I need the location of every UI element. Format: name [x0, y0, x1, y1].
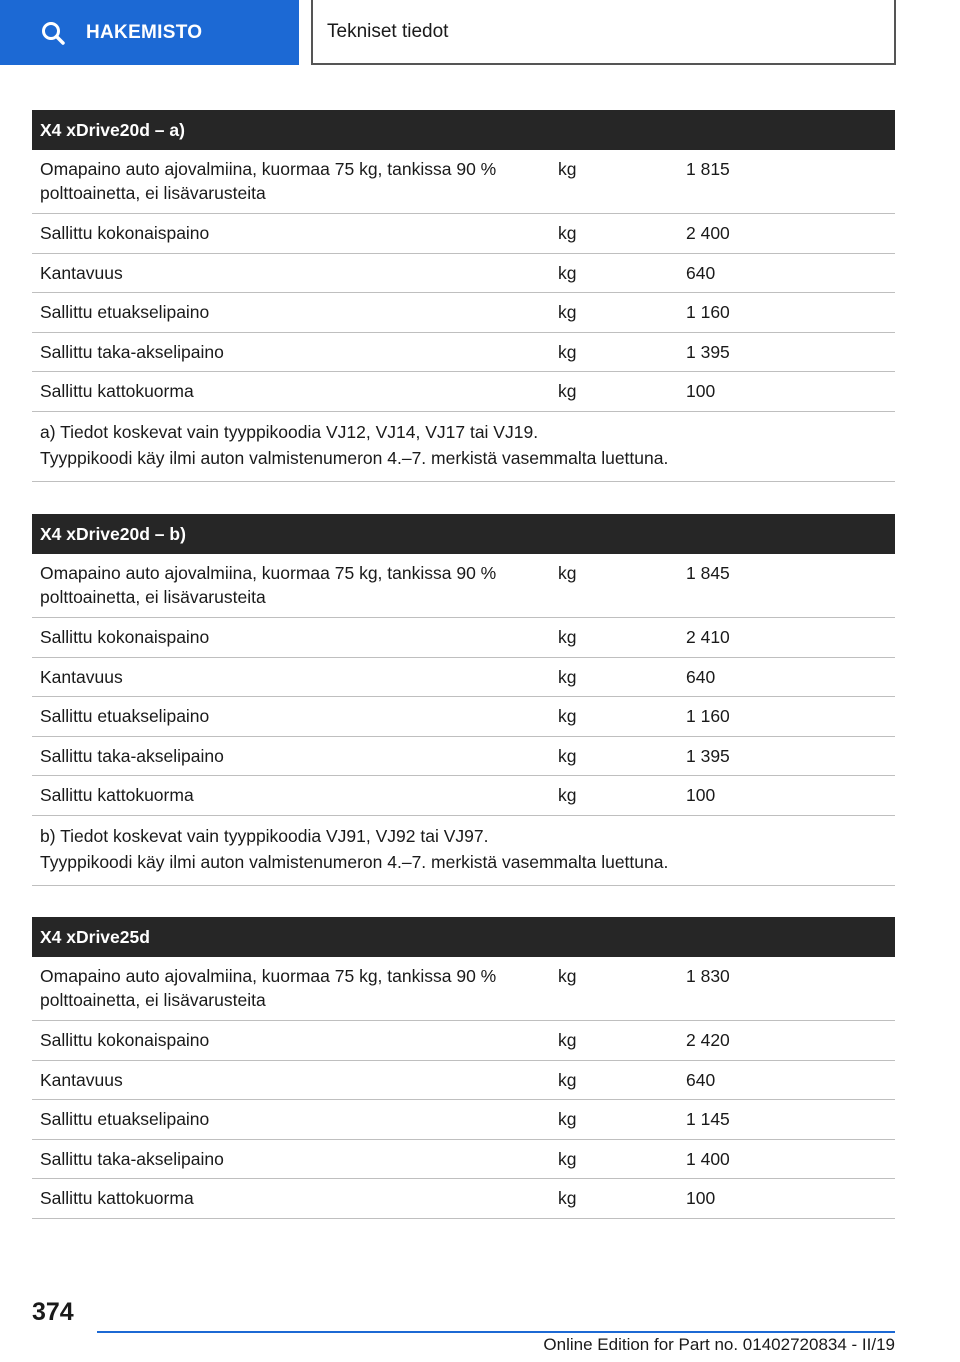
table-title: X4 xDrive20d – b): [32, 514, 895, 554]
spec-table-xdrive20d-b: [32, 514, 895, 886]
table-row: [32, 254, 895, 294]
table-row: [32, 658, 895, 698]
row-value: 2 410: [686, 627, 730, 648]
row-value: 100: [686, 785, 716, 806]
row-value: 100: [686, 1188, 716, 1209]
spec-table-xdrive25d: [32, 917, 895, 1219]
table-row: [32, 776, 895, 816]
table-row: [32, 957, 895, 1021]
row-value: 1 395: [686, 745, 730, 766]
section-header[interactable]: [311, 0, 896, 65]
row-value: 1 395: [686, 341, 730, 362]
row-label: Sallittu kattokuorma: [40, 785, 194, 806]
row-label: Omapaino auto ajovalmiina, kuormaa 75 kg, tankissa 90 % polttoainetta, ei lisävarusteita: [40, 966, 497, 1010]
footnote-line: a) Tiedot koskevat vain tyyppikoodia VJ12, VJ14, VJ17 tai VJ19.: [40, 421, 539, 442]
row-label: Omapaino auto ajovalmiina, kuormaa 75 kg, tankissa 90 % polttoainetta, ei lisävarusteita: [40, 563, 497, 607]
page-number: 374: [32, 1298, 74, 1326]
row-unit: kg: [558, 381, 577, 402]
row-unit: kg: [558, 1109, 577, 1130]
table-row: [32, 554, 895, 618]
footnote-line: Tyyppikoodi käy ilmi auton valmistenumeron 4.–7. merkistä vasemmalta luettuna.: [40, 851, 669, 872]
row-value: 2 400: [686, 223, 730, 244]
row-label: Omapaino auto ajovalmiina, kuormaa 75 kg, tankissa 90 % polttoainetta, ei lisävarusteita: [40, 159, 497, 203]
section-title: Tekniset tiedot: [327, 20, 449, 42]
index-button[interactable]: [0, 0, 299, 65]
row-unit: kg: [558, 1188, 577, 1209]
row-label: Sallittu kokonaispaino: [40, 1030, 210, 1051]
row-unit: kg: [558, 1030, 577, 1051]
table-row: [32, 150, 895, 214]
row-label: Kantavuus: [40, 666, 123, 687]
row-unit: kg: [558, 159, 577, 179]
row-label: Sallittu kokonaispaino: [40, 627, 210, 648]
row-value: 100: [686, 381, 716, 402]
row-label: Sallittu kattokuorma: [40, 1188, 194, 1209]
table-row: [32, 1100, 895, 1140]
row-value: 1 845: [686, 563, 730, 583]
table-row: [32, 737, 895, 777]
row-value: 1 145: [686, 1109, 730, 1130]
table-row: [32, 697, 895, 737]
row-value: 1 400: [686, 1148, 730, 1169]
table-row: [32, 1179, 895, 1219]
table-row: [32, 1021, 895, 1061]
row-value: 1 830: [686, 966, 730, 986]
row-label: Sallittu etuakselipaino: [40, 302, 210, 323]
row-unit: kg: [558, 627, 577, 648]
top-navigation: [0, 0, 960, 66]
row-label: Sallittu kokonaispaino: [40, 223, 210, 244]
row-value: 640: [686, 666, 716, 687]
table-row: [32, 214, 895, 254]
row-unit: kg: [558, 1069, 577, 1090]
table-row: [32, 618, 895, 658]
row-unit: kg: [558, 745, 577, 766]
row-unit: kg: [558, 666, 577, 687]
footnote-line: b) Tiedot koskevat vain tyyppikoodia VJ91, VJ92 tai VJ97.: [40, 825, 489, 846]
row-unit: kg: [558, 563, 577, 583]
footnote-line: Tyyppikoodi käy ilmi auton valmistenumeron 4.–7. merkistä vasemmalta luettuna.: [40, 447, 669, 468]
row-unit: kg: [558, 341, 577, 362]
table-title: X4 xDrive20d – a): [32, 110, 895, 150]
row-value: 2 420: [686, 1030, 730, 1051]
table-row: [32, 293, 895, 333]
row-label: Sallittu etuakselipaino: [40, 706, 210, 727]
table-row: [32, 333, 895, 373]
table-row: [32, 372, 895, 412]
row-label: Sallittu etuakselipaino: [40, 1109, 210, 1130]
table-footnote: [32, 816, 895, 886]
table-footnote: [32, 412, 895, 482]
row-unit: kg: [558, 262, 577, 283]
row-unit: kg: [558, 223, 577, 244]
row-unit: kg: [558, 966, 577, 986]
row-unit: kg: [558, 785, 577, 806]
row-value: 1 815: [686, 159, 730, 179]
row-unit: kg: [558, 302, 577, 323]
row-label: Kantavuus: [40, 1069, 123, 1090]
row-value: 640: [686, 262, 716, 283]
search-icon: [40, 20, 66, 46]
table-row: [32, 1140, 895, 1180]
footer-divider: [97, 1331, 895, 1333]
row-label: Sallittu kattokuorma: [40, 381, 194, 402]
row-label: Sallittu taka-akselipaino: [40, 341, 224, 362]
row-unit: kg: [558, 1148, 577, 1169]
row-value: 1 160: [686, 706, 730, 727]
row-value: 640: [686, 1069, 716, 1090]
row-unit: kg: [558, 706, 577, 727]
edition-info: Online Edition for Part no. 01402720834 - II/19: [543, 1335, 895, 1354]
table-row: [32, 1061, 895, 1101]
row-value: 1 160: [686, 302, 730, 323]
row-label: Sallittu taka-akselipaino: [40, 745, 224, 766]
index-button-label: HAKEMISTO: [86, 21, 203, 43]
spec-table-xdrive20d-a: [32, 110, 895, 482]
row-label: Sallittu taka-akselipaino: [40, 1148, 224, 1169]
row-label: Kantavuus: [40, 262, 123, 283]
table-title: X4 xDrive25d: [32, 917, 895, 957]
